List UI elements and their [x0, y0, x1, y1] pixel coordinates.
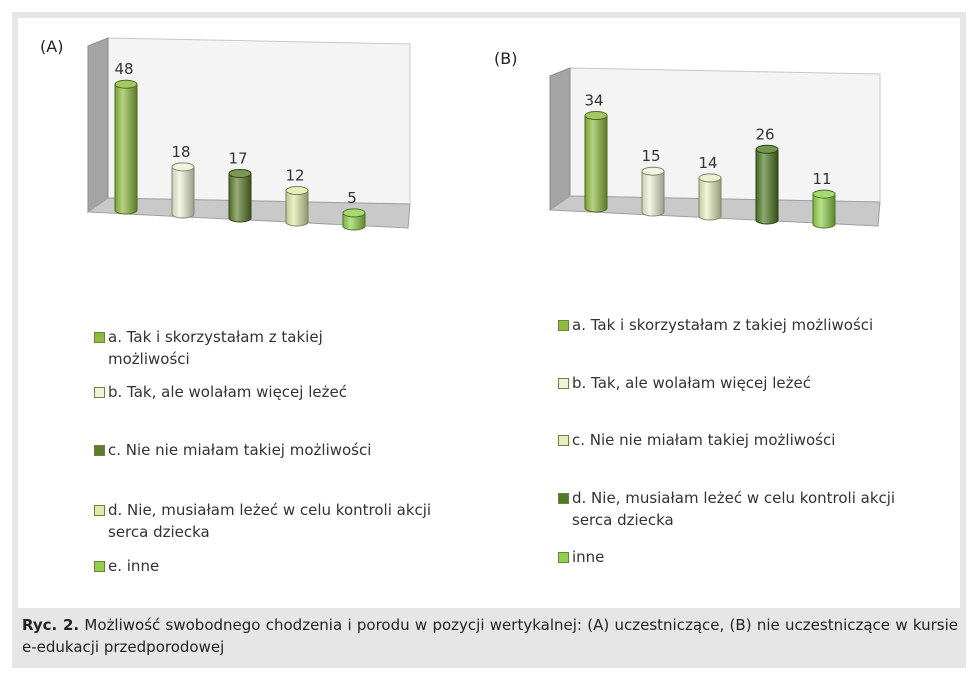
bar-b-2 [699, 174, 721, 220]
legend-b-item-0 [558, 314, 918, 336]
figure-frame [12, 12, 966, 668]
legend-a-item-3 [94, 499, 434, 543]
side-wall-a [88, 38, 108, 212]
bar-b-0 [585, 112, 607, 212]
bar-b-3 [756, 145, 778, 224]
legend-a-swatch-0 [94, 332, 105, 343]
legend-a-item-4 [94, 555, 294, 577]
bar-b-1 [642, 167, 664, 216]
legend-a-swatch-3 [94, 505, 105, 516]
bar-value-label-b-4: 11 [812, 170, 832, 189]
bar-value-label-a-4: 5 [347, 188, 357, 207]
side-wall-b [550, 68, 570, 210]
legend-b-label-3: d. Nie, musiałam leżeć w celu kontroli akcji serca dziecka [572, 489, 896, 529]
bar-value-label-a-3: 12 [285, 166, 305, 185]
legend-a-swatch-2 [94, 445, 105, 456]
bar-a-3 [286, 187, 308, 226]
legend-a-label-4: e. inne [108, 557, 160, 575]
bar-b-4 [813, 190, 835, 228]
legend-b-item-2 [558, 429, 918, 451]
legend-a-item-1 [94, 381, 394, 403]
panel-label-a: (A) [40, 37, 64, 56]
figure-panel [18, 18, 960, 608]
bar-value-label-a-0: 48 [114, 60, 134, 79]
legend-a-label-2: c. Nie nie miałam takiej możliwości [108, 441, 372, 459]
legend-a-swatch-4 [94, 561, 105, 572]
bar-a-2 [229, 169, 251, 222]
legend-a-swatch-1 [94, 387, 105, 398]
bar-value-label-b-0: 34 [584, 91, 604, 110]
legend-b-swatch-3 [558, 493, 569, 504]
legend-b-item-1 [558, 372, 918, 394]
bar-value-label-a-1: 18 [171, 142, 191, 161]
back-wall-a [108, 38, 410, 204]
back-wall-b [570, 68, 880, 202]
panel-label-b: (B) [494, 49, 518, 68]
legend-a-item-2 [94, 439, 414, 461]
bar-a-0 [115, 80, 137, 214]
chart-a [40, 37, 410, 230]
legend-a-label-0: a. Tak i skorzystałam z takiej możliwości [108, 328, 323, 368]
legend-a-item-0 [94, 326, 384, 370]
bar-a-4 [343, 209, 365, 230]
legend-b-item-3 [558, 487, 918, 531]
legend-b-item-4 [558, 546, 758, 568]
legend-b-swatch-1 [558, 378, 569, 389]
bar-value-label-a-2: 17 [228, 149, 248, 168]
caption-text: Możliwość swobodnego chodzenia i porodu w pozycji wertykalnej: (A) uczestniczące, (B) nie uczestniczące w kursie e-edukacji przedporodowej [22, 616, 958, 656]
bar-value-label-b-1: 15 [641, 147, 661, 166]
legend-a-label-3: d. Nie, musiałam leżeć w celu kontroli akcji serca dziecka [108, 501, 432, 541]
bar-a-1 [172, 163, 194, 218]
caption-label: Ryc. 2. [22, 616, 80, 634]
legend-b-swatch-4 [558, 552, 569, 563]
legend-b-label-0: a. Tak i skorzystałam z takiej możliwości [572, 316, 874, 334]
figure-caption [22, 614, 958, 658]
legend-b-label-2: c. Nie nie miałam takiej możliwości [572, 431, 836, 449]
bar-value-label-b-2: 14 [698, 153, 718, 172]
legend-b-swatch-2 [558, 435, 569, 446]
legend-a-label-1: b. Tak, ale wolałam więcej leżeć [108, 383, 347, 401]
bar-value-label-b-3: 26 [755, 125, 775, 144]
chart-b [494, 49, 880, 228]
legend-b-label-1: b. Tak, ale wolałam więcej leżeć [572, 374, 811, 392]
legend-b-label-4: inne [572, 548, 605, 566]
legend-b-swatch-0 [558, 320, 569, 331]
